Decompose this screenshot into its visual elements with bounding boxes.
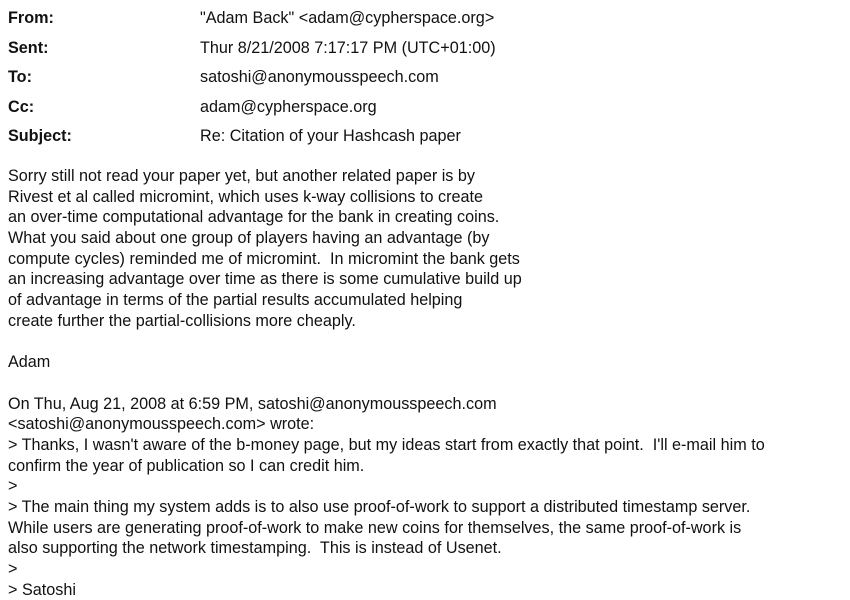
body-line: an over-time computational advantage for the bank in creating coins. [8,208,500,227]
quote-attribution: <satoshi@anonymousspeech.com> wrote: [8,415,315,434]
header-subject [8,125,838,155]
body-line: Sorry still not read your paper yet, but another related paper is by [8,167,475,185]
quote-attribution: On Thu, Aug 21, 2008 at 6:59 PM, satoshi@anonymousspeech.com [8,394,497,413]
header-to [8,66,838,96]
quoted-line: > [8,477,18,496]
header-label: Subject: [8,127,72,145]
header-label: To: [8,68,32,86]
header-value: Re: Citation of your Hashcash paper [200,127,461,145]
header-value: Thur 8/21/2008 7:17:17 PM (UTC+01:00) [200,38,496,57]
header-value: adam@cypherspace.org [200,97,377,116]
body-line: an increasing advantage over time as there is some cumulative build up [8,270,522,289]
header-cc [8,96,838,126]
header-label: Cc: [8,97,35,116]
email-headers [8,7,838,155]
header-sent [8,37,838,67]
body-line: Rivest et al called micromint, which uses k-way collisions to create [8,187,484,206]
quoted-line: > The main thing my system adds is to also use proof-of-work to support a distributed timestamp server. [8,498,751,516]
quoted-line: confirm the year of publication so I can credit him. [8,456,365,475]
blank-line [8,332,848,353]
quoted-line: > [8,560,18,579]
header-value: satoshi@anonymousspeech.com [200,68,439,86]
body-line: What you said about one group of players having an advantage (by [8,229,490,248]
body-line: create further the partial-collisions more cheaply. [8,311,356,330]
quoted-signature: > Satoshi [8,580,76,599]
header-label: Sent: [8,38,49,57]
body-line: of advantage in terms of the partial results accumulated helping [8,291,463,310]
quoted-line: also supporting the network timestamping. This is instead of Usenet. [8,539,502,558]
blank-line [8,373,848,394]
header-from [8,7,838,37]
header-value: "Adam Back" <adam@cypherspace.org> [200,9,495,27]
email-body [8,166,848,600]
quoted-line: While users are generating proof-of-work to make new coins for themselves, the same proof-of-work is [8,518,742,537]
quoted-line: > Thanks, I wasn't aware of the b-money page, but my ideas start from exactly that point. I'll e-mail him to [8,435,765,454]
header-label: From: [8,9,54,27]
signature: Adam [8,353,51,372]
body-line: compute cycles) reminded me of micromint. In micromint the bank gets [8,249,520,268]
